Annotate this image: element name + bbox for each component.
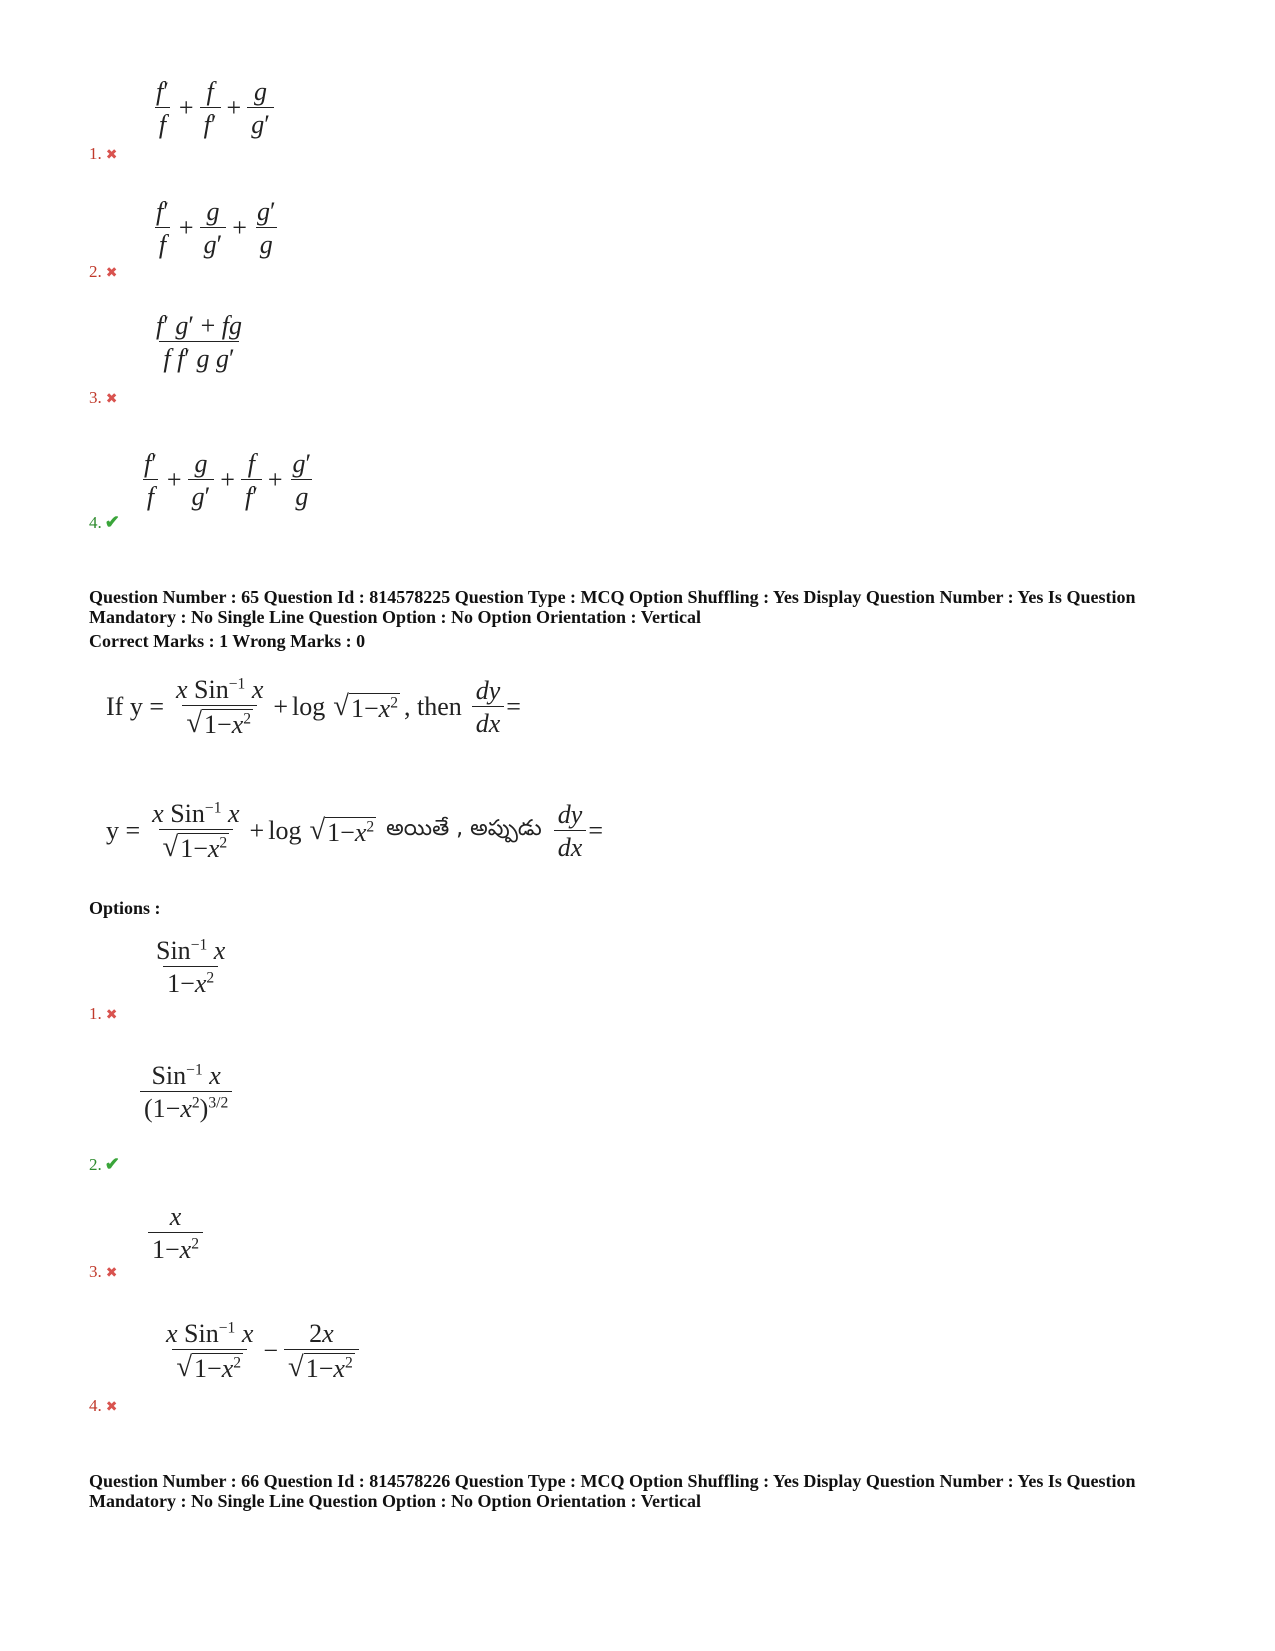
q65-question-telugu: y = x Sin$^{-1}$ x √ $1-x^2$ + log √ $1-x^2$ అయితే , అప్పుడు $\frac{dy}{dx}$ =: [106, 799, 604, 864]
q65-meta-line-2: Mandatory : No Single Line Question Option : No Option Orientation : Vertical: [89, 607, 702, 627]
cross-icon: ✖: [105, 392, 118, 407]
q65-option-2-label: 2. ✔: [89, 1154, 120, 1174]
q65-option-1-formula: $\frac{Sin^{-1} x}{1-x^2}$: [156, 936, 226, 999]
q65-option-3-formula: $\frac{x}{1-x^2}$: [146, 1203, 205, 1264]
cross-icon: ✖: [105, 1400, 118, 1415]
q65-meta-line-1: Question Number : 65 Question Id : 814578225 Question Type : MCQ Option Shuffling : Yes Display Question Number : Yes Is Question: [89, 587, 1136, 607]
then-text: , then: [403, 692, 462, 722]
question-prefix: y =: [106, 816, 141, 846]
prev-option-1-formula: $\frac{f'}{f}$ + $\frac{f}{f'}$ + $\frac{g}{g'}$: [150, 78, 276, 139]
prev-option-3-label: 3. ✖: [89, 388, 118, 407]
checkmark-icon: ✔: [104, 512, 120, 532]
q65-option-2-formula: $\frac{Sin^{-1} x}{(1-x^2)^{3/2}}$: [138, 1062, 234, 1123]
q65-option-1-label: 1. ✖: [89, 1004, 118, 1023]
q65-option-4-formula: x Sin$^{-1}$ x √ $1-x^2$ − 2x √ $1-x^2$: [160, 1320, 361, 1383]
q65-marks-line: Correct Marks : 1 Wrong Marks : 0: [89, 631, 366, 651]
options-heading: Options :: [89, 898, 161, 918]
telugu-text: అయితే , అప్పుడు: [386, 816, 542, 842]
prev-option-2-label: 2. ✖: [89, 262, 118, 281]
prev-option-4-formula: $\frac{f'}{f}$ + $\frac{g}{g'}$ + $\frac{f}{f'}$ + $\frac{g'}{g}$: [144, 449, 312, 512]
prev-option-2-formula: $\frac{f'}{f}$ + $\frac{g}{g'}$ + $\frac{g'}{g}$: [156, 197, 276, 260]
q65-option-3-label: 3. ✖: [89, 1262, 118, 1281]
prev-option-4-label: 4. ✔: [89, 512, 120, 532]
q65-question-english: If y = x Sin$^{-1}$ x √ $1-x^2$ + log √ $1-x^2$ , then $\frac{dy}{dx}$ =: [106, 675, 521, 740]
cross-icon: ✖: [105, 1008, 118, 1023]
checkmark-icon: ✔: [104, 1154, 120, 1174]
question-prefix: If y =: [106, 692, 164, 722]
q66-meta-line-2: Mandatory : No Single Line Question Option : No Option Orientation : Vertical: [89, 1491, 702, 1511]
cross-icon: ✖: [105, 266, 118, 281]
cross-icon: ✖: [105, 148, 118, 163]
q66-meta-line-1: Question Number : 66 Question Id : 814578226 Question Type : MCQ Option Shuffling : Yes Display Question Number : Yes Is Question: [89, 1471, 1136, 1491]
q65-option-4-label: 4. ✖: [89, 1396, 118, 1415]
prev-option-1-label: 1. ✖: [89, 144, 118, 163]
prev-option-3-formula: $\frac{f' g' + fg}{\text{f f′ g g′}}$: [156, 311, 243, 374]
cross-icon: ✖: [105, 1266, 118, 1281]
